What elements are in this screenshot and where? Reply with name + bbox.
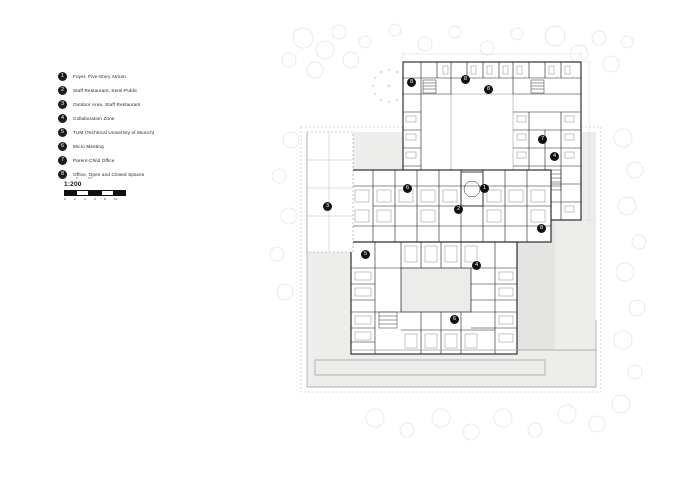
scale-tick-10: 10 xyxy=(114,197,118,201)
plan-marker-5[interactable]: 5 xyxy=(361,250,370,259)
plan-marker-8b[interactable]: 8 xyxy=(461,75,470,84)
building-south-wing xyxy=(351,242,517,354)
plan-marker-4a[interactable]: 4 xyxy=(550,152,559,161)
scale-tick-0: 0 xyxy=(64,197,66,201)
legend-bullet-6: 6 xyxy=(58,142,67,151)
legend-bullet-8: 8 xyxy=(58,170,67,179)
list-item xyxy=(58,84,248,97)
legend-label-4: Collaboration Zone xyxy=(73,116,115,121)
legend-bullet-2: 2 xyxy=(58,86,67,95)
list-item xyxy=(58,154,248,167)
legend-label-8: Office, Open and Closed Spaces xyxy=(73,172,145,177)
legend-label-2: Staff Restaurant, Semi-Public xyxy=(73,88,138,93)
list-item xyxy=(58,98,248,111)
legend-label-7: Parent-Child Office xyxy=(73,158,115,163)
scale-tick-numbers xyxy=(64,197,124,201)
list-item xyxy=(58,126,248,139)
scale-graphic xyxy=(64,190,126,196)
plan-marker-8d[interactable]: 8 xyxy=(537,224,546,233)
scale-unit-mark-1: 5 xyxy=(76,176,78,180)
legend-label-6: Micro Meeting xyxy=(73,144,104,149)
legend-bullet-5: 5 xyxy=(58,128,67,137)
plan-marker-6a[interactable]: 6 xyxy=(403,184,412,193)
legend-bullet-1: 1 xyxy=(58,72,67,81)
list-item xyxy=(58,70,248,83)
plan-marker-8c[interactable]: 8 xyxy=(484,85,493,94)
building-west-pavilion xyxy=(307,132,353,252)
floor-plan-drawing xyxy=(255,20,655,460)
legend-label-1: Foyer, Five-Story Atrium xyxy=(73,74,126,79)
plan-marker-8a[interactable]: 8 xyxy=(407,78,416,87)
legend xyxy=(58,70,248,182)
scale-title: 1:200 xyxy=(64,181,82,188)
plan-marker-3[interactable]: 3 xyxy=(323,202,332,211)
list-item xyxy=(58,140,248,153)
building-middle-wing xyxy=(351,170,551,242)
plan-svg xyxy=(255,20,655,460)
legend-bullet-4: 4 xyxy=(58,114,67,123)
plan-marker-4b[interactable]: 4 xyxy=(472,261,481,270)
scale-unit-mark-2: 10 xyxy=(88,176,92,180)
scale-tick-8: 8 xyxy=(104,197,106,201)
plan-marker-2[interactable]: 2 xyxy=(454,205,463,214)
plan-marker-6b[interactable]: 6 xyxy=(450,315,459,324)
list-item xyxy=(58,112,248,125)
scale-unit-mark-0: 0 xyxy=(64,176,66,180)
legend-label-5: TUM (Technical University of Munich) xyxy=(73,130,155,135)
scale-tick-6: 6 xyxy=(94,197,96,201)
plan-marker-7[interactable]: 7 xyxy=(538,135,547,144)
legend-bullet-3: 3 xyxy=(58,100,67,109)
plan-marker-1[interactable]: 1 xyxy=(480,184,489,193)
legend-bullet-7: 7 xyxy=(58,156,67,165)
legend-label-3: Outdoor Area, Staff Restaurant xyxy=(73,102,141,107)
planting-symbol xyxy=(372,69,406,103)
scale-tick-4: 4 xyxy=(84,197,86,201)
scale-tick-2: 2 xyxy=(74,197,76,201)
scale-bar xyxy=(64,176,134,201)
